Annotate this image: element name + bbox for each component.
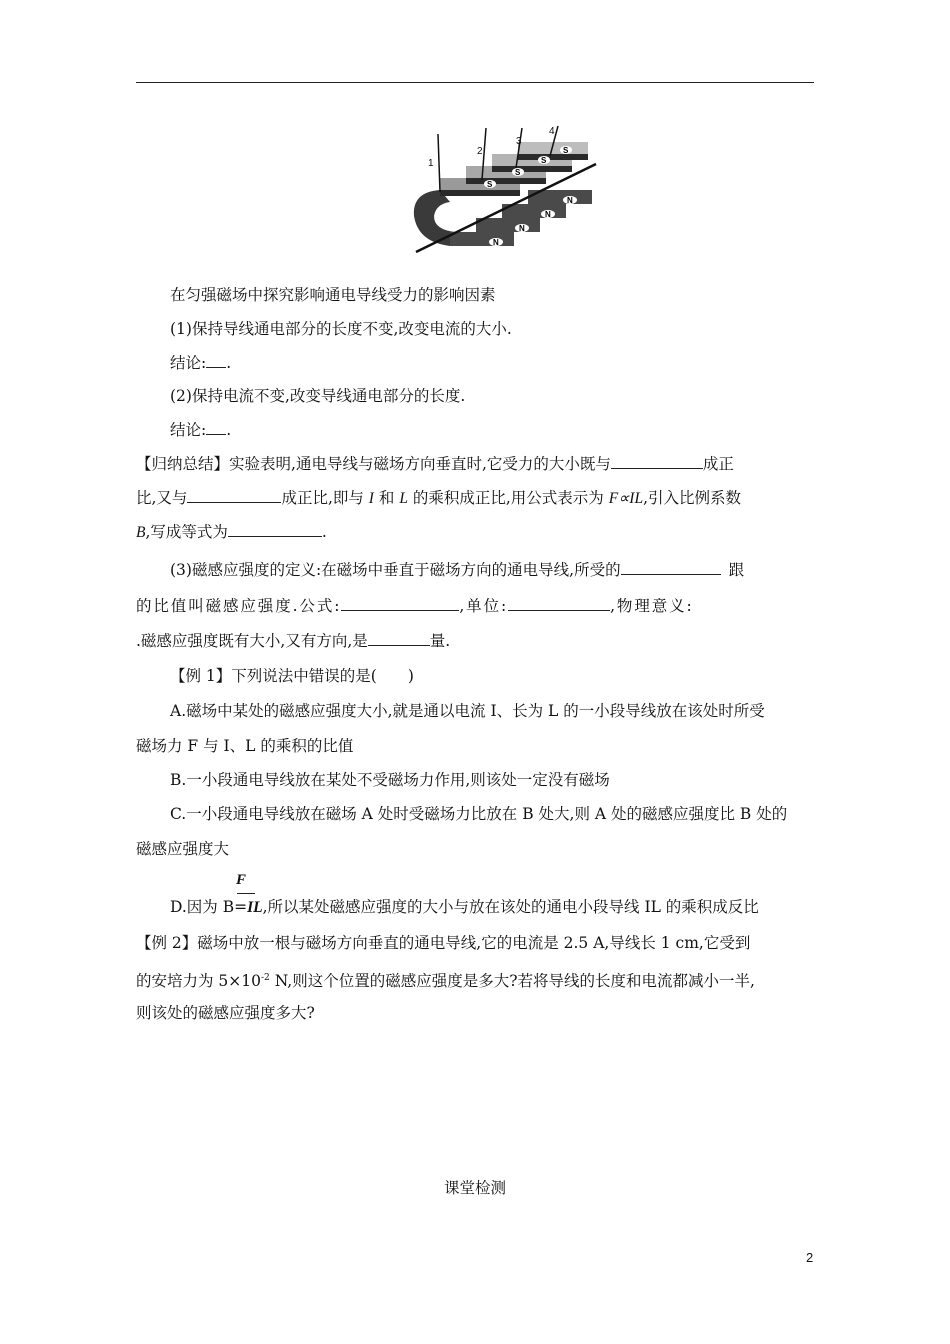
pole-n-3: N [545,210,551,219]
option-d: D.因为 B=IL,所以某处磁感应强度的大小与放在该处的通电小段导线 IL 的乘积成反比 [170,898,759,916]
conclusion-label: 结论: [170,354,207,372]
pole-n-4: N [567,196,573,205]
option-c-line-2: 磁感应强度大 [136,840,230,858]
answer-blank[interactable] [228,522,322,537]
option-a-line-1: A.磁场中某处的磁感应强度大小,就是通以电流 I、长为 L 的一小段导线放在该处时所受 [170,702,765,720]
item-2: (2)保持电流不变,改变导线通电部分的长度. [170,387,466,405]
option-c-line-1: C.一小段通电导线放在磁场 A 处时受磁场力比放在 B 处大,则 A 处的磁感应强度比 B 处的 [170,805,788,823]
conclusion-label: 结论: [170,421,207,439]
option-a-line-2: 磁场力 F 与 I、L 的乘积的比值 [136,737,354,755]
pole-n-1: N [493,238,499,247]
option-b: B.一小段通电导线放在某处不受磁场力作用,则该处一定没有磁场 [170,771,610,789]
summary-line-2: 比,又与 成正比,即与 I 和 L 的乘积成正比,用公式表示为 F∝IL,引入比例系数 [136,489,742,507]
answer-blank[interactable] [341,596,459,611]
item-3-line-3: .磁感应强度既有大小,又有方向,是 量. [136,632,451,650]
answer-blank[interactable] [206,420,226,435]
pole-s-3: S [541,156,547,165]
pole-s-2: S [515,168,521,177]
lead-label-2: 2 [477,146,483,157]
header-rule [136,82,814,83]
magnet-experiment-figure [410,120,600,262]
pole-n-2: N [519,224,525,233]
example-1-title: 【例 1】下列说法中错误的是( ) [170,667,414,685]
answer-blank[interactable] [508,596,610,611]
lead-label-4: 4 [549,126,555,137]
conclusion-1: 结论: . [170,354,232,372]
summary-line-3: B,写成等式为 . [136,523,327,541]
answer-blank[interactable] [611,454,703,469]
pole-s-1: S [487,180,493,189]
lead-label-3: 3 [516,136,522,147]
example-2-line-2: 的安培力为 $5\times 10^{-2}$ N,则这个位置的磁感应强度是多大?若将导线的长度和电流都减小一半, [136,972,755,991]
summary-line-1: 【归纳总结】实验表明,通电导线与磁场方向垂直时,它受力的大小既与 成正 [136,455,734,473]
answer-blank[interactable] [187,488,281,503]
section-title: 课堂检测 [443,1179,506,1197]
answer-blank[interactable] [621,560,721,575]
item-1: (1)保持导线通电部分的长度不变,改变电流的大小. [170,320,512,338]
answer-blank[interactable] [206,353,226,368]
fraction-denominator: IL [247,899,263,916]
example-2-line-3: 则该处的磁感应强度多大? [136,1004,315,1022]
fraction-numerator: F [236,872,247,888]
conclusion-2: 结论: . [170,421,232,439]
example-2-line-1: 【例 2】磁场中放一根与磁场方向垂直的通电导线,它的电流是 2.5 A,导线长 1 cm,它受到 [136,934,751,952]
item-3-line-2: 的比值叫磁感应强度.公式: ,单位: ,物理意义: [136,597,694,615]
page-number: 2 [806,1250,814,1265]
fraction-bar [237,893,255,894]
answer-blank[interactable] [368,631,430,646]
item-3-line-1: (3)磁感应强度的定义:在磁场中垂直于磁场方向的通电导线,所受的 跟 [170,561,745,579]
horseshoe-magnets [414,142,592,246]
pole-s-4: S [563,146,569,155]
lead-label-1: 1 [428,158,434,169]
intro-text: 在匀强磁场中探究影响通电导线受力的影响因素 [170,286,496,304]
